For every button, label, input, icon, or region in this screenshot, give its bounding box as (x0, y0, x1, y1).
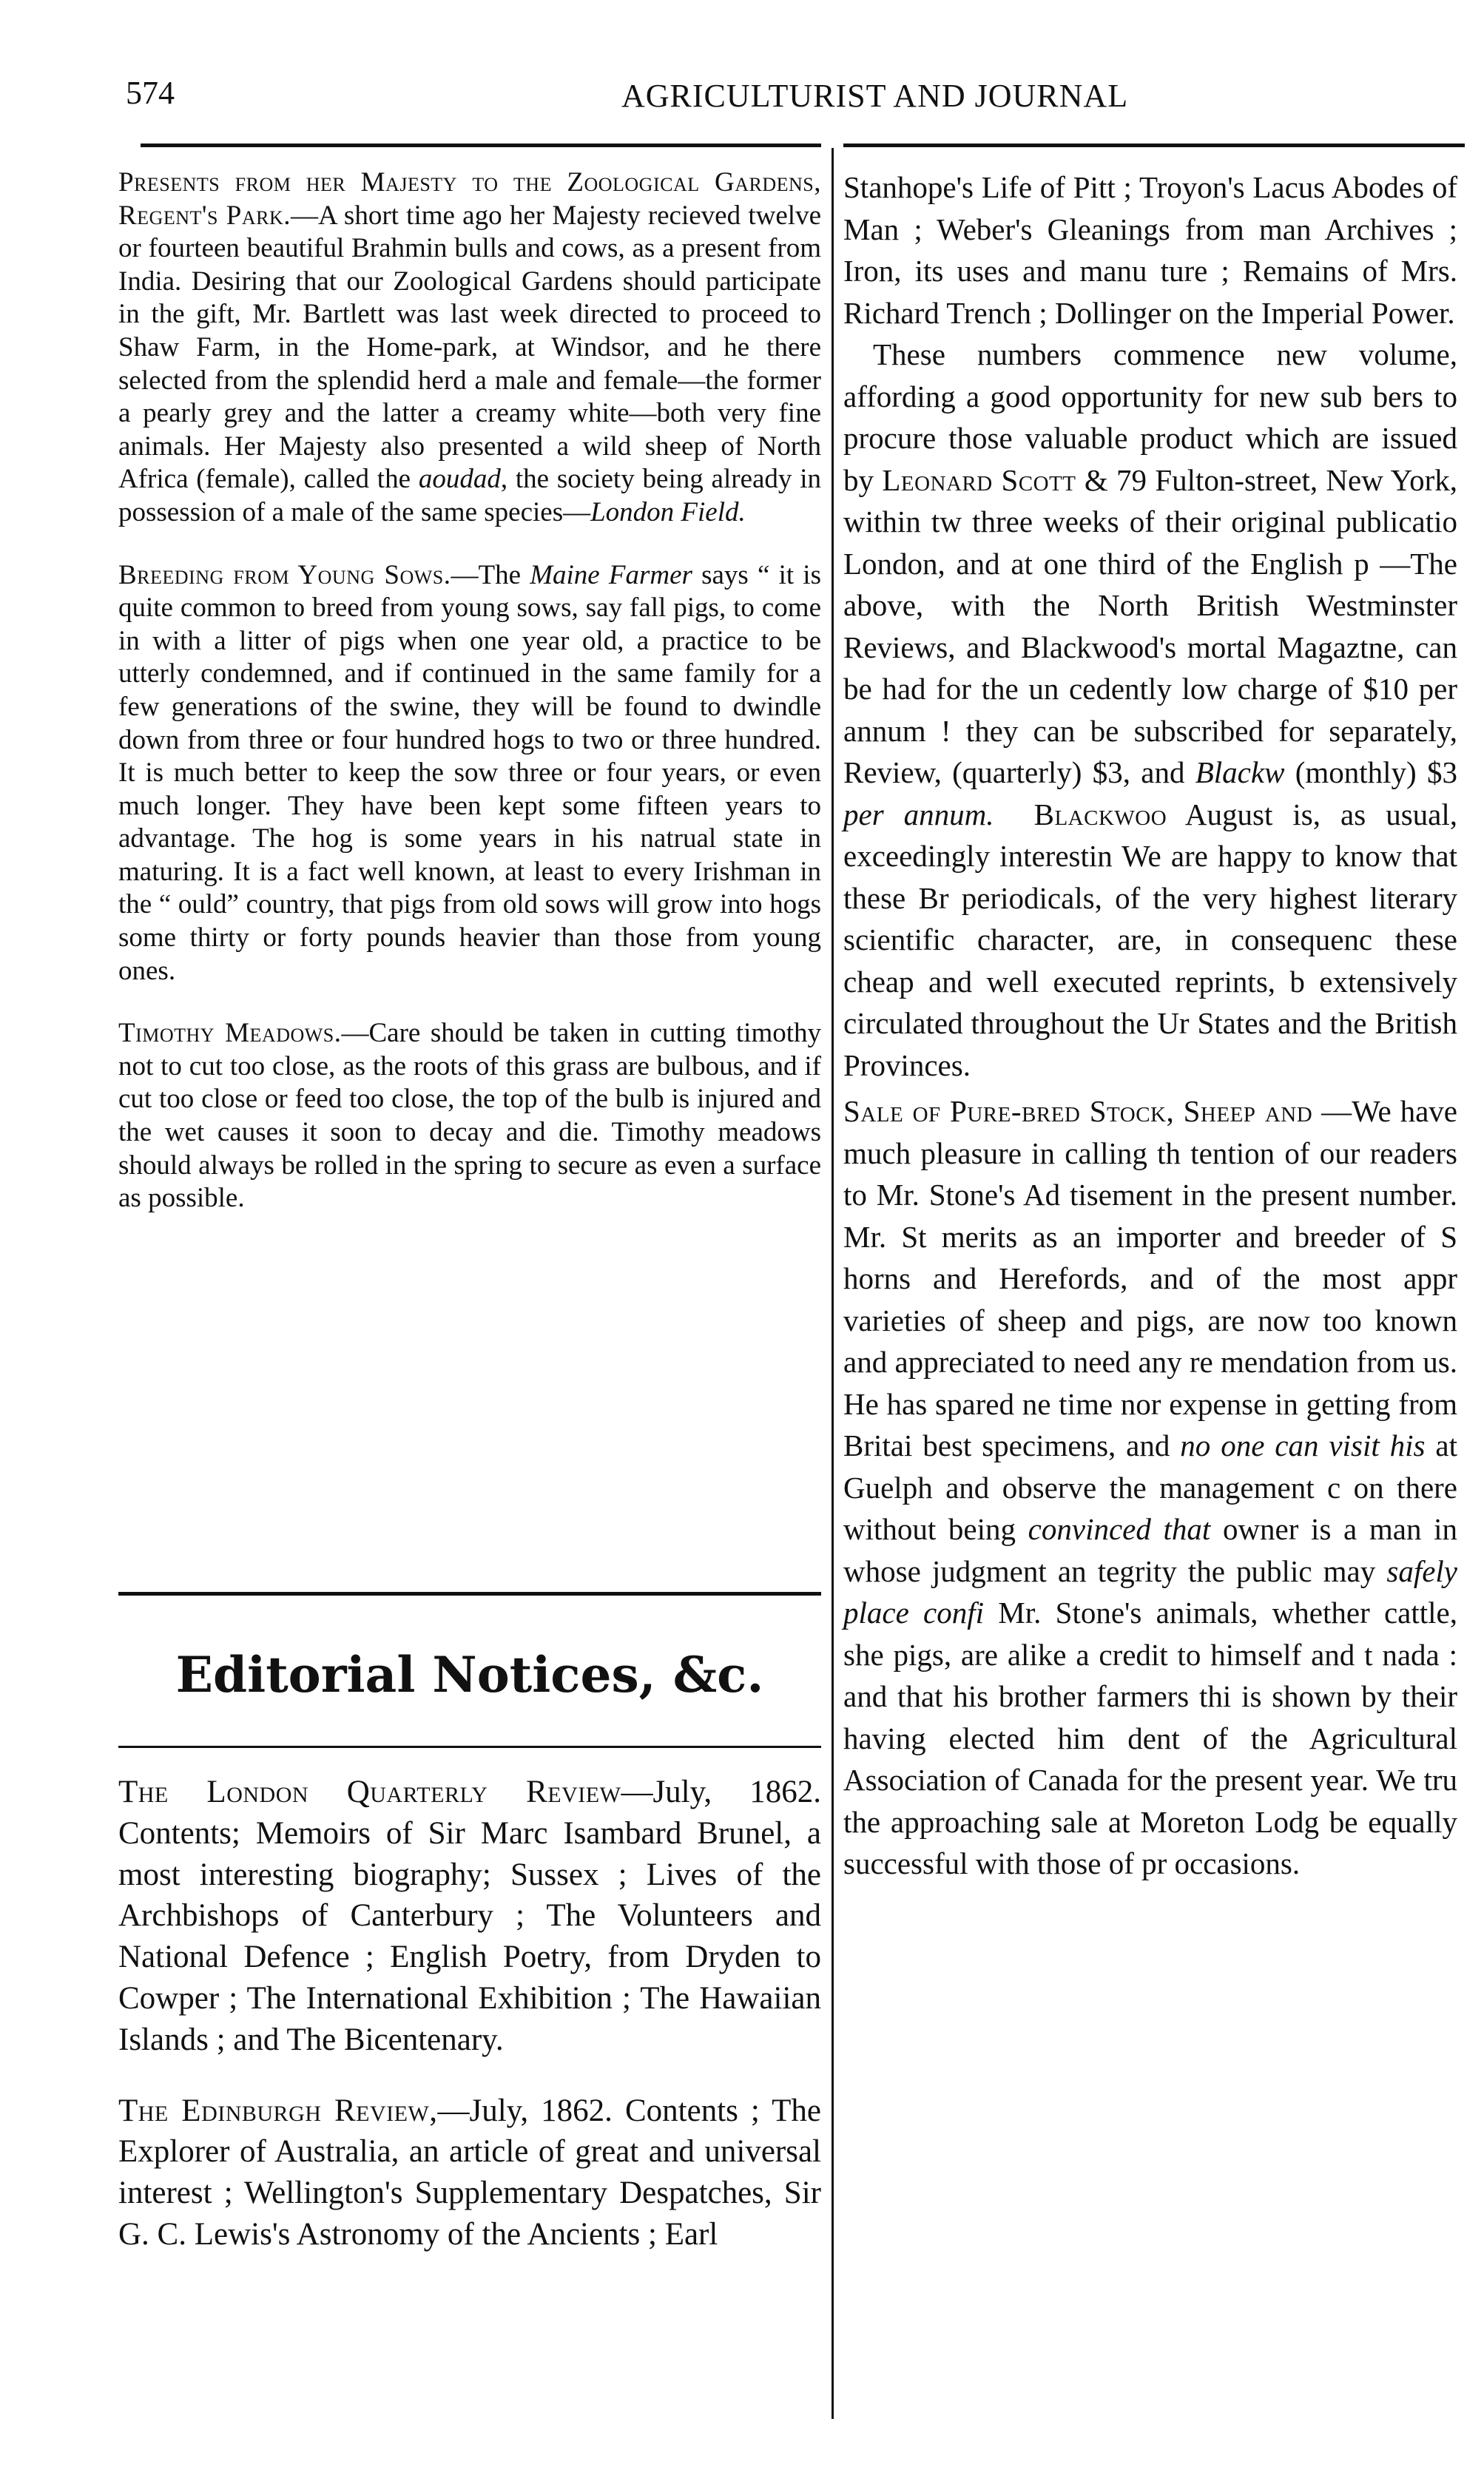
notice-lead: The Edinburgh Review, (118, 2093, 438, 2128)
article-lead: Presents from her Majesty to the Zoological Gardens, Regent's Park. (118, 167, 821, 231)
para-italic: safely place confi (843, 1553, 1457, 1630)
notice-text: —July, 1862. Contents; Memoirs of Sir Marc Isambard Brunel, a most interesting biography; Sussex ; Lives of the Archbishops of Canterbury ; The Volunteers and National Defence ; English Poetry, from Dryden to Cowper ; The International Exhibition ; The Hawaiian Islands ; and The Bicentenary. (118, 1775, 822, 2057)
para-text: August is, as usual, exceedingly interestin We are happy to know that these Br periodicals, of the very highest literary scientific character, are, in consequenc these cheap and well executed reprints, b extensively circulated throughout the Ur States and the British Provinces. (843, 797, 1458, 1082)
publisher-name: Leonard Scott (882, 462, 1076, 497)
para-lead: Sale of Pure-bred Stock, Sheep and (843, 1094, 1313, 1128)
article-source: London Field. (590, 496, 746, 527)
section-rule-top (118, 1592, 821, 1596)
section-rule-bottom (118, 1746, 821, 1748)
article-italic-word: aoudad (418, 464, 501, 495)
running-head: AGRICULTURIST AND JOURNAL (621, 78, 1129, 114)
article-zoological-gardens (118, 166, 821, 530)
para-text: Mr. Stone's animals, whether cattle, she pigs, are alike a credit to himself and t nada : and that his brother farmers thi is shown by their having elected him dent of the Agricultural Association of Canada for the present year. We tru the approaching sale at Moreton Lodg be equally successful with those of pr occasions. (843, 1596, 1457, 1880)
right-column (843, 166, 1457, 1885)
notice-text: —July, 1862. Contents ; The Explorer of Australia, an article of great and universal interest ; Wellington's Supplementary Despatches, Sir G. C. Lewis's Astronomy of the Ancients ; Earl (118, 2093, 821, 2252)
para-text: (monthly) $3 (1284, 755, 1458, 789)
article-breeding-sows (118, 559, 821, 988)
left-column-upper (118, 166, 821, 1215)
spacer (118, 2061, 821, 2090)
spacer (118, 988, 821, 1017)
para-text: owner is a man in whose judgment an tegrity the public may (843, 1512, 1458, 1588)
article-source: Maine Farmer (530, 559, 692, 590)
para-text: —We have much pleasure in calling th tention of our readers to Mr. Stone's Ad tisement in the present number. Mr. St merits as an importer and breeder of S horns and Herefords, and of the most appr varieties of sheep and pigs, are now too known and appreciated to need any re mendation from us. He has spared ne time nor expense in getting from Britai best specimens, and (843, 1094, 1457, 1462)
article-text: —Care should be taken in cutting timothy not to cut too close, as the roots of this grass are bulbous, and if cut too close or feed too close, the top of the bulb is injured and the wet causes it soon to decay and die. Timothy meadows should always be rolled in the spring to secure as even a surface as possible. (118, 1018, 821, 1214)
article-lead: Breeding from Young Sows. (118, 559, 451, 590)
article-text: —A short time ago her Majesty recieved twelve or fourteen beautiful Brahmin bulls and cows, as a present from India. Desiring that our Zoological Gardens should participate in the gift, Mr. Bartlett was last week directed to proceed to Shaw Farm, in the Home-park, at Windsor, and he there selected from the splendid herd a male and female—the former a pearly grey and the latter a creamy white—both very fine animals. Her Majesty also presented a wild sheep of North Africa (female), called the (118, 200, 821, 495)
section-heading: Editorial Notices, &c. (175, 1646, 764, 1704)
para-text: at Guelph and observe the management c on there without being (843, 1428, 1457, 1546)
left-column-lower (118, 1772, 821, 2255)
column-divider (832, 148, 834, 2419)
notice-london-quarterly (118, 1772, 821, 2061)
spacer (118, 530, 821, 559)
notice-edinburgh-review (118, 2090, 821, 2255)
per-annum: per annum. (843, 797, 994, 831)
article-text: says “ it is quite common to breed from young sows, say fall pigs, to come in with a litter of pigs when one year old, a practice to be utterly condemned, and if continued in the same family for a few generations of the swine, they will be found to dwindle down from three or four hundred hogs to two or three hundred. It is much better to keep the sow three or four years, or even much longer. They have been kept some fifteen years to advantage. The hog is some years in his natrual state in maturing. It is a fact well known, at least to every Irishman in the “ ould” country, that pigs from old sows will grow into hogs some thirty or forty pounds heavier than those from young ones. (118, 559, 821, 986)
sale-of-stock-paragraph (843, 1090, 1457, 1885)
page-header (118, 74, 1465, 126)
notice-lead: The London Quarterly Review (118, 1775, 621, 1809)
para-text: & 79 Fulton-street, New York, within tw three weeks of their original publicatio London, and at one third of the English p —The above, with the North British Westminster Reviews, and Blackwood's mortal Magaztne, can be had for the un cedently low charge of $10 per annum ! they can be subscribed for separately, Review, (quarterly) $3, and (843, 462, 1458, 789)
header-rule-left (141, 144, 821, 147)
scott-reprints-paragraph (843, 334, 1457, 1086)
para-italic: convinced that (1028, 1512, 1211, 1546)
article-lead: Timothy Meadows. (118, 1018, 342, 1049)
para-text: These numbers commence new volume, affording a good opportunity for new sub bers to procure those valuable product which are issued by (843, 337, 1457, 497)
para-italic: no one can visit his (1180, 1428, 1426, 1462)
page-number: 574 (126, 75, 175, 111)
continuation-paragraph: Stanhope's Life of Pitt ; Troyon's Lacus Abodes of Man ; Weber's Gleanings from man Archives ; Iron, its uses and manu ture ; Remains of Mrs. Richard Trench ; Dollinger on the Imperial Power. (843, 170, 1457, 330)
blackwood-lead: Blackwoo (1033, 797, 1167, 831)
blackwood-italic: Blackw (1195, 755, 1285, 789)
article-timothy-meadows (118, 1017, 821, 1215)
article-text-start: —The (451, 559, 530, 590)
article-text-end: , the society being already in possession of a male of the same species— (118, 464, 822, 527)
header-rule-right (843, 144, 1465, 147)
